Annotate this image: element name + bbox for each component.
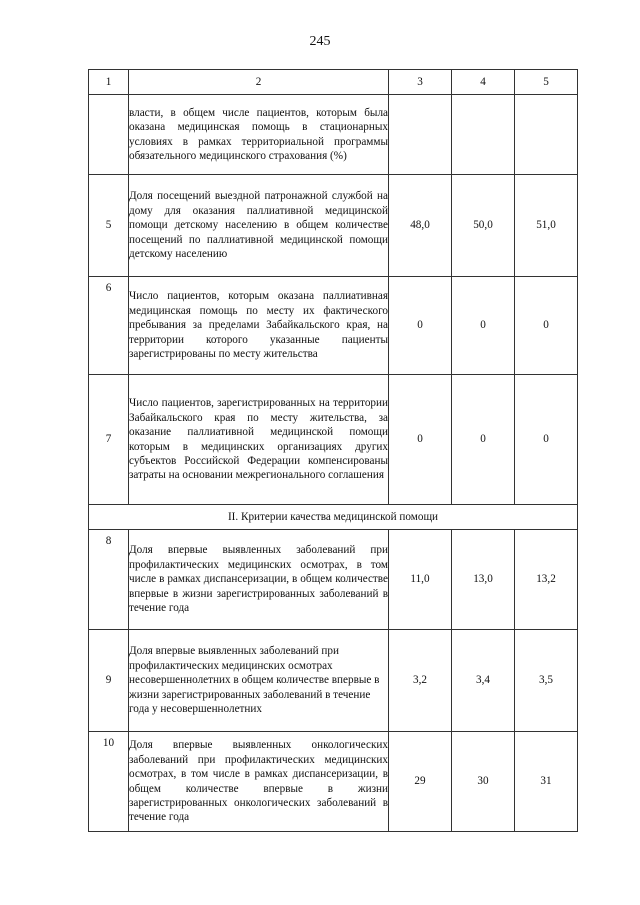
row-number: 7	[89, 375, 129, 505]
row-value-5: 31	[515, 732, 578, 832]
page-number: 245	[309, 34, 331, 49]
row-value-3: 48,0	[389, 175, 452, 277]
row-description: власти, в общем числе пациентов, которым была оказана медицинская помощь в стационарных условиях в рамках территориальной программы обязательного медицинского страхования (%)	[129, 95, 389, 175]
section-title: II. Критерии качества медицинской помощи	[89, 505, 578, 530]
table-row	[89, 175, 578, 277]
row-value-3: 3,2	[389, 630, 452, 732]
row-description: Число пациентов, которым оказана паллиативная медицинская помощь по месту их фактического пребывания за пределами Забайкальского края, на территории которого указанные пациенты зарегистрированы по месту жительства	[129, 277, 389, 375]
header-cell-2: 2	[129, 70, 389, 95]
table-header-row	[89, 70, 578, 95]
row-value-3: 0	[389, 277, 452, 375]
row-description: Число пациентов, зарегистрированных на территории Забайкальского края по месту жительства, за оказание паллиативной медицинской помощи которым в медицинских организациях других субъектов Российской Федерации компенсированы затраты на основании межрегионального соглашения	[129, 375, 389, 505]
header-cell-4: 4	[452, 70, 515, 95]
section-row	[89, 505, 578, 530]
row-value-3: 11,0	[389, 530, 452, 630]
row-value-4: 13,0	[452, 530, 515, 630]
row-value-4	[452, 95, 515, 175]
row-value-4: 3,4	[452, 630, 515, 732]
row-number: 5	[89, 175, 129, 277]
table-row	[89, 95, 578, 175]
row-value-4: 50,0	[452, 175, 515, 277]
indicators-table	[88, 69, 578, 832]
row-number: 9	[89, 630, 129, 732]
row-value-5: 3,5	[515, 630, 578, 732]
row-value-5: 0	[515, 277, 578, 375]
row-description: Доля впервые выявленных онкологических заболеваний при профилактических медицинских осмотрах, в том числе в рамках диспансеризации, в общем количестве впервые в жизни зарегистрированных онкологических заболеваний в течение года	[129, 732, 389, 832]
row-value-3: 29	[389, 732, 452, 832]
table-row	[89, 530, 578, 630]
row-number: 8	[89, 530, 129, 630]
row-value-4: 30	[452, 732, 515, 832]
row-value-5	[515, 95, 578, 175]
row-number: 10	[89, 732, 129, 832]
row-description: Доля впервые выявленных заболеваний при профилактических медицинских осмотрах несовершеннолетних в общем количестве впервые в жизни зарегистрированных заболеваний в течение года у несовершеннолетних	[129, 630, 389, 732]
table-row	[89, 375, 578, 505]
row-value-3	[389, 95, 452, 175]
row-value-3: 0	[389, 375, 452, 505]
row-value-5: 51,0	[515, 175, 578, 277]
row-value-4: 0	[452, 375, 515, 505]
table-row	[89, 277, 578, 375]
row-number	[89, 95, 129, 175]
row-value-4: 0	[452, 277, 515, 375]
header-cell-3: 3	[389, 70, 452, 95]
header-cell-1: 1	[89, 70, 129, 95]
row-description: Доля впервые выявленных заболеваний при профилактических медицинских осмотрах, в том числе в рамках диспансеризации, в общем количестве впервые в жизни зарегистрированных заболеваний в течение года	[129, 530, 389, 630]
row-value-5: 13,2	[515, 530, 578, 630]
row-description: Доля посещений выездной патронажной службой на дому для оказания паллиативной медицинской помощи детскому населению в общем количестве посещений по паллиативной медицинской помощи детскому населению	[129, 175, 389, 277]
row-number: 6	[89, 277, 129, 375]
table-row	[89, 732, 578, 832]
table-row	[89, 630, 578, 732]
row-value-5: 0	[515, 375, 578, 505]
header-cell-5: 5	[515, 70, 578, 95]
